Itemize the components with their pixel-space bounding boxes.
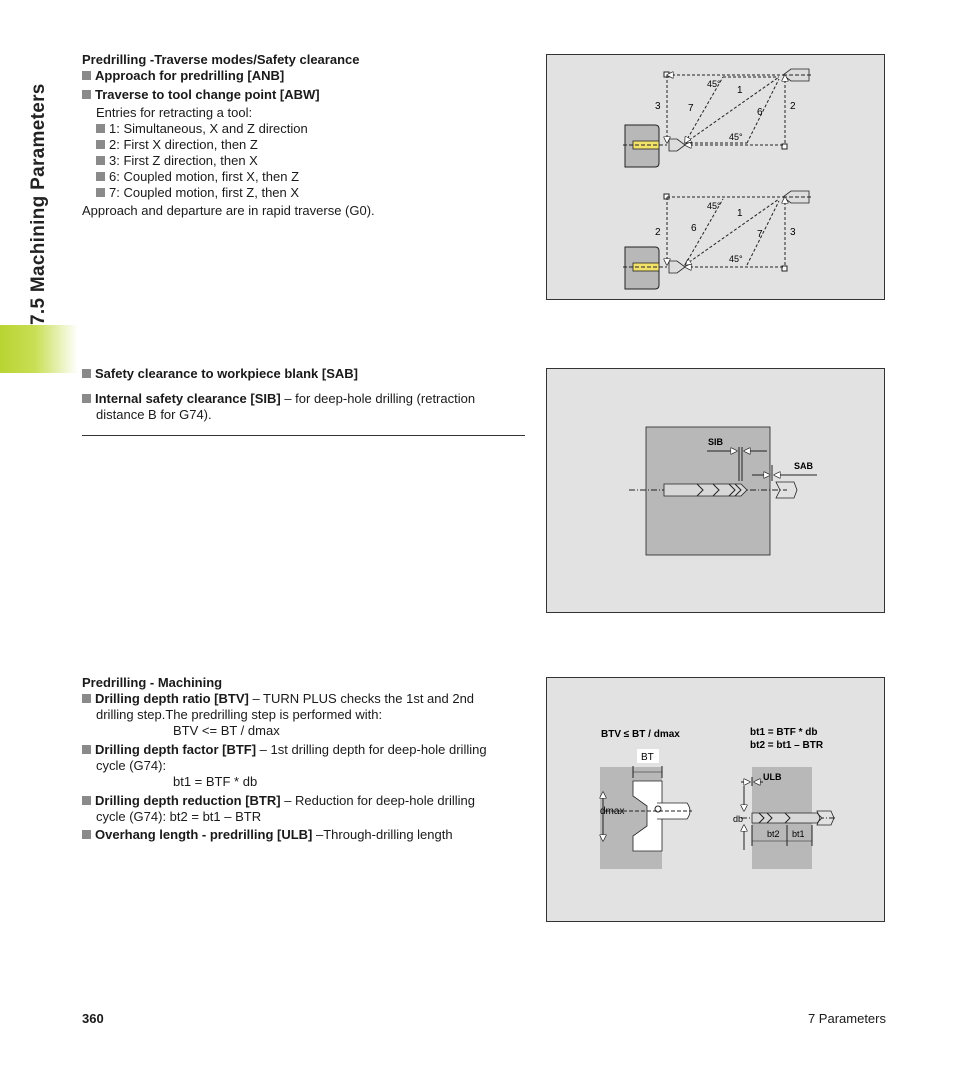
section-heading: Predrilling - Machining: [82, 675, 223, 690]
param-label: Approach for predrilling [ANB]: [95, 68, 285, 83]
list-item-text: 1: Simultaneous, X and Z direction: [109, 121, 308, 136]
formula: BTV <= BT / dmax: [173, 723, 280, 738]
bullet-square-icon: [82, 71, 91, 80]
section-traverse-modes: [82, 52, 375, 219]
side-tab-band: [0, 325, 78, 373]
list-item: [82, 169, 375, 185]
bullet-square-icon: [82, 830, 91, 839]
formula: bt1 = BTF * db: [173, 774, 258, 789]
depth-ratio-sketch: [600, 749, 692, 869]
param-label: Overhang length - predrilling [ULB]: [95, 827, 313, 842]
machining-diagram: [547, 678, 886, 923]
param-label: Internal safety clearance [SIB]: [95, 391, 281, 406]
bullet-square-icon: [82, 90, 91, 99]
angle-label: 45°: [707, 201, 721, 211]
param-sib: [82, 391, 475, 407]
path-label-3: 3: [655, 101, 661, 112]
list-item: [82, 121, 375, 137]
rapid-traverse-note: Approach and departure are in rapid traverse (G0).: [82, 203, 375, 218]
bt1-label: bt1: [792, 829, 805, 839]
ulb-label: ULB: [763, 772, 782, 782]
bt2-label: bt2: [767, 829, 780, 839]
dmax-label: dmax: [600, 806, 625, 817]
param-desc: –Through-drilling length: [312, 827, 453, 842]
clearance-diagram: [547, 369, 886, 614]
path-label-2: 2: [790, 101, 796, 112]
list-item: [82, 153, 375, 169]
list-item-text: 6: Coupled motion, first X, then Z: [109, 169, 300, 184]
path-label-6: 6: [691, 223, 697, 234]
param-btr: [82, 793, 487, 809]
param-abw: [82, 87, 375, 103]
list-item-text: 3: First Z direction, then X: [109, 153, 258, 168]
param-label: Drilling depth factor [BTF]: [95, 742, 257, 757]
angle-label: 45°: [729, 254, 743, 264]
figure-traverse-modes: [546, 54, 885, 300]
entries-intro: Entries for retracting a tool:: [96, 105, 253, 120]
bullet-square-icon: [96, 172, 105, 181]
param-desc: – TURN PLUS checks the 1st and 2nd: [248, 691, 475, 706]
figure-predrilling-machining: [546, 677, 885, 922]
overhang-sketch: [733, 767, 837, 869]
angle-label: 45°: [729, 132, 743, 142]
param-sab: [82, 366, 475, 382]
bullet-square-icon: [82, 369, 91, 378]
param-desc: – Reduction for deep-hole drilling: [280, 793, 475, 808]
bt-label: BT: [641, 752, 654, 763]
param-desc-cont: drilling step.The predrilling step is performed with:: [96, 707, 383, 722]
section-predrilling-machining: [82, 675, 487, 843]
path-label-1: 1: [737, 85, 743, 96]
bullet-square-icon: [96, 140, 105, 149]
sab-label: SAB: [794, 461, 814, 471]
path-label-3: 3: [790, 227, 796, 238]
figure-safety-clearance: [546, 368, 885, 613]
chapter-side-title: 7.5 Machining Parameters: [28, 83, 49, 325]
param-label: Safety clearance to workpiece blank [SAB]: [95, 366, 358, 381]
bullet-square-icon: [96, 124, 105, 133]
bullet-square-icon: [82, 694, 91, 703]
param-desc: – for deep-hole drilling (retraction: [280, 391, 476, 406]
section-heading: Predrilling -Traverse modes/Safety clearance: [82, 52, 360, 67]
db-label: db: [733, 814, 744, 824]
traverse-bottom: [623, 191, 813, 289]
param-btf: [82, 742, 487, 758]
path-label-7: 7: [688, 103, 694, 114]
param-label: Drilling depth ratio [BTV]: [95, 691, 249, 706]
chapter-footer: 7 Parameters: [807, 1011, 886, 1026]
bullet-square-icon: [82, 394, 91, 403]
param-desc: – 1st drilling depth for deep-hole drilling: [256, 742, 487, 757]
section-safety-clearance: [82, 366, 475, 423]
param-desc-cont: cycle (G74): bt2 = bt1 – BTR: [96, 809, 262, 824]
bullet-square-icon: [82, 745, 91, 754]
list-item: [82, 137, 375, 153]
list-item-text: 7: Coupled motion, first Z, then X: [109, 185, 300, 200]
traverse-diagram: [547, 55, 886, 301]
param-btv: [82, 691, 487, 707]
param-anb: [82, 68, 375, 84]
param-ulb: [82, 827, 487, 843]
path-label-1: 1: [737, 208, 743, 219]
bullet-square-icon: [96, 188, 105, 197]
param-sib-desc-cont: distance B for G74).: [96, 407, 212, 422]
path-label-6: 6: [757, 107, 763, 118]
formula-btv: BTV ≤ BT / dmax: [601, 729, 680, 740]
list-item: [82, 185, 375, 201]
bullet-square-icon: [82, 796, 91, 805]
page-number: 360: [82, 1011, 104, 1026]
param-label: Drilling depth reduction [BTR]: [95, 793, 281, 808]
section-divider: [82, 435, 525, 436]
param-desc-cont: cycle (G74):: [96, 758, 167, 773]
formula-bt1: bt1 = BTF * db: [750, 727, 818, 738]
traverse-top: [623, 69, 813, 167]
formula-bt2: bt2 = bt1 – BTR: [750, 740, 824, 751]
list-item-text: 2: First X direction, then Z: [109, 137, 258, 152]
param-label: Traverse to tool change point [ABW]: [95, 87, 320, 102]
angle-label: 45°: [707, 79, 721, 89]
sib-label: SIB: [708, 437, 724, 447]
path-label-2: 2: [655, 227, 661, 238]
bullet-square-icon: [96, 156, 105, 165]
path-label-7: 7: [757, 229, 763, 240]
